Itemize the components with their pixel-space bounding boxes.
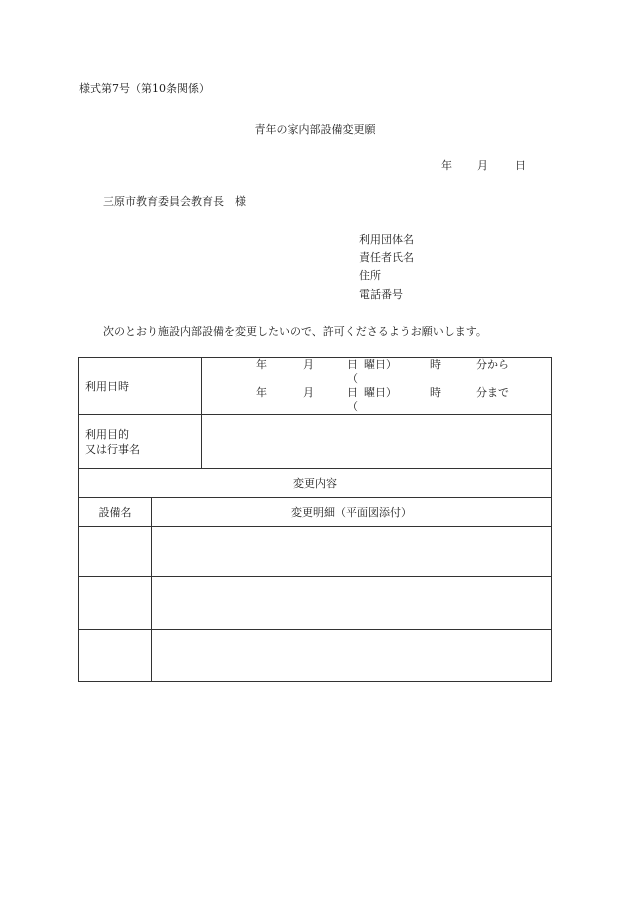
from-month: 月	[303, 358, 314, 371]
purpose-field[interactable]	[202, 415, 552, 469]
application-table	[78, 357, 552, 682]
equipment-name-header: 設備名	[79, 498, 152, 527]
change-details-field[interactable]	[152, 527, 552, 577]
usage-datetime-row	[79, 358, 552, 415]
purpose-label-line2: 又は行事名	[85, 442, 140, 456]
to-month: 月	[303, 386, 314, 399]
date-day: 日	[515, 159, 526, 172]
to-day: 日（	[347, 386, 358, 413]
date-year: 年	[441, 159, 452, 172]
usage-datetime-cell[interactable]	[202, 358, 552, 415]
from-year: 年	[256, 358, 267, 371]
change-row	[79, 577, 552, 630]
to-weekday: 曜日）	[364, 386, 397, 399]
from-day: 日（	[347, 358, 358, 385]
change-contents-header: 変更内容	[79, 469, 552, 498]
request-statement: 次のとおり施設内部設備を変更したいので、許可くださるようお願いします。	[103, 325, 487, 338]
purpose-row	[79, 415, 552, 469]
change-details-field[interactable]	[152, 577, 552, 630]
datetime-to-row	[208, 386, 545, 414]
to-year: 年	[256, 386, 267, 399]
to-hour: 時	[430, 386, 441, 399]
purpose-label	[79, 415, 202, 469]
equipment-name-field[interactable]	[79, 630, 152, 682]
applicant-phone-label: 電話番号	[359, 288, 403, 301]
to-minute: 分まで	[476, 386, 509, 399]
document-title: 青年の家内部設備変更願	[254, 123, 376, 136]
form-number: 様式第7号（第10条関係）	[79, 82, 210, 95]
change-details-header: 変更明細（平面図添付）	[152, 498, 552, 527]
change-details-field[interactable]	[152, 630, 552, 682]
change-row	[79, 527, 552, 577]
usage-datetime-label: 利用日時	[79, 358, 202, 415]
applicant-address-label: 住所	[359, 269, 381, 282]
from-minute: 分から	[476, 358, 509, 371]
change-row	[79, 630, 552, 682]
from-weekday: 曜日）	[364, 358, 397, 371]
applicant-group-name-label: 利用団体名	[359, 233, 414, 246]
equipment-name-field[interactable]	[79, 577, 152, 630]
column-header-row	[79, 498, 552, 527]
change-contents-header-row	[79, 469, 552, 498]
applicant-responsible-person-label: 責任者氏名	[359, 251, 414, 264]
equipment-name-field[interactable]	[79, 527, 152, 577]
addressee: 三原市教育委員会教育長 様	[103, 195, 246, 208]
purpose-label-line1: 利用目的	[85, 427, 129, 441]
date-line	[441, 157, 526, 173]
datetime-from-row	[208, 358, 545, 386]
from-hour: 時	[430, 358, 441, 371]
date-month: 月	[477, 159, 488, 172]
